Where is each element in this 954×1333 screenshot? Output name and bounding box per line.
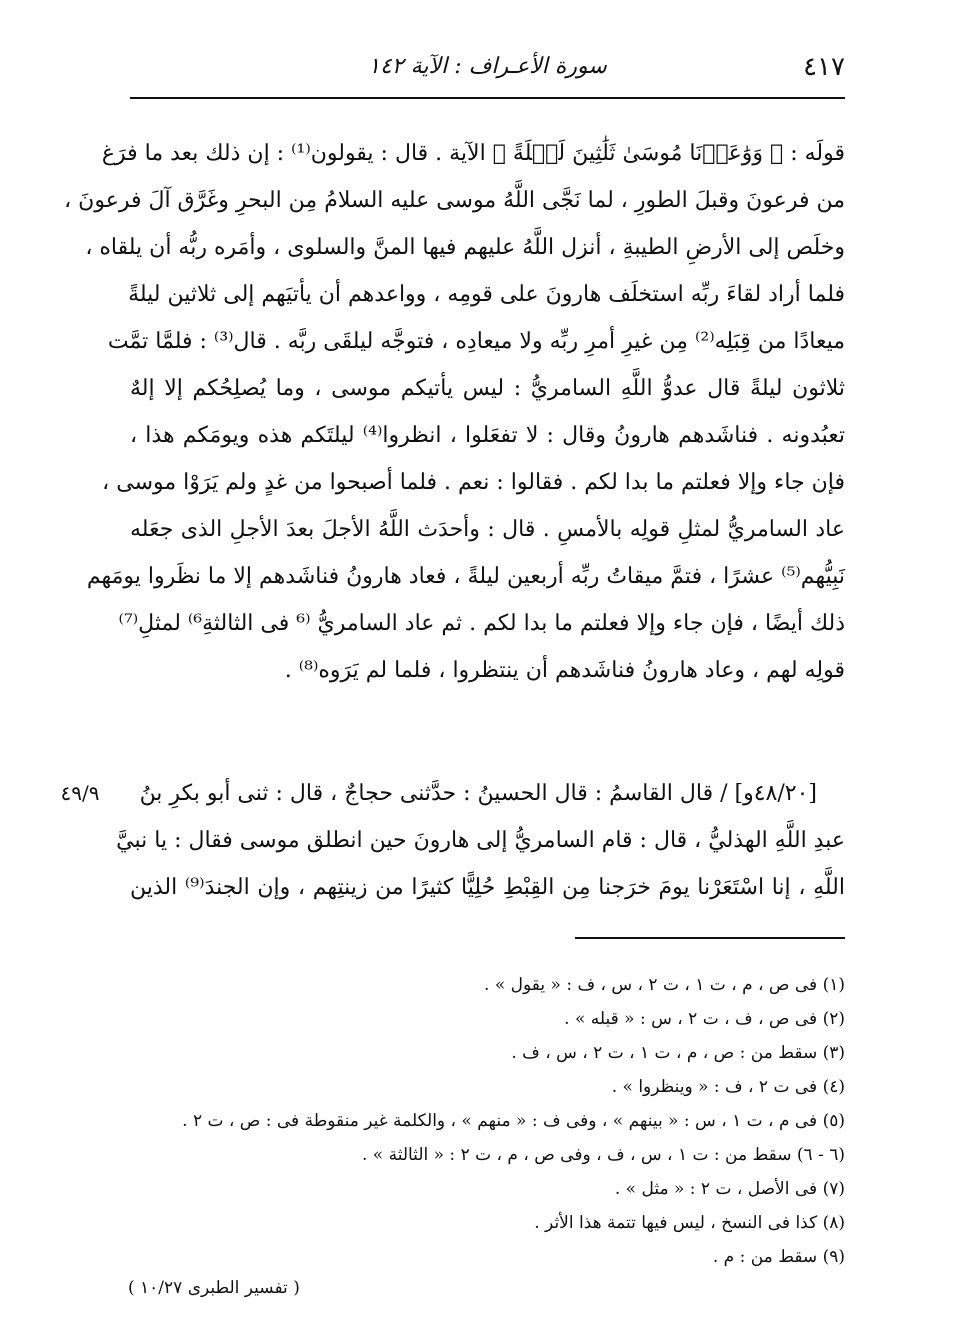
page-header <box>130 52 845 92</box>
footnote: (٧) فى الأصل ، ت ٢ : « مثل » . <box>614 1179 845 1199</box>
text-line: تعبُدونه . فناشَدهم هارونُ وقال : لا تفعَلوا ، انظروا⁽⁴⁾ ليلتَكم هذه ويومَكم هذا ، <box>130 423 845 448</box>
text-line: عبدِ اللَّهِ الهذليُّ ، قال : قام السامريُّ إلى هارونَ حين انطلق موسى فقال : يا نبيَّ <box>116 828 845 853</box>
text-line: عاد السامريُّ لمثلِ قولِه بالأمسِ . قال : وأحدَث اللَّهُ الأجلَ بعدَ الأجلِ الذى جعَله <box>130 517 845 542</box>
footnote: (٩) سقط من : م . <box>712 1247 845 1267</box>
main-paragraph <box>64 130 845 694</box>
text-line: اللَّهِ ، إنا اسْتَعَرْنا يومَ خرَجنا مِن القِبْطِ حُلِيًّا كثيرًا من زينتِهم ، وإن الجندَ⁽⁹⁾ الذين <box>130 875 845 900</box>
page-footer: ( تفسير الطبرى ١٠/٢٧ ) <box>128 1278 300 1298</box>
text-line: وخلَص إلى الأرضِ الطيبةِ ، أنزل اللَّهُ عليهم فيها المنَّ والسلوى ، وأمَره ربُّه أن يلقاه ، <box>85 235 845 260</box>
footnote-rule <box>575 937 845 939</box>
footnote: (٥) فى م ، ت ١ ، س : « بينهم » ، وفى ف : « منهم » ، والكلمة غير منقوطة فى : ص ، ت ٢ . <box>182 1111 845 1131</box>
text-line: من فرعونَ وقبلَ الطورِ ، لما نَجَّى اللَّهُ موسى عليه السلامُ مِن البحرِ وغَرَّق آلَ فرعونَ ، <box>64 188 845 213</box>
text-line: نَبِيُّهم⁽⁵⁾ عشرًا ، فتمَّ ميقاتُ ربِّه أربعين ليلةً ، فعاد هارونُ فناشَدهم إلا ما نظَروا يومَهم <box>86 564 845 589</box>
text-line: قولَه : ﴿ وَوَٰعَدۡنَا مُوسَىٰ ثَلَٰثِينَ لَيۡلَةً ﴾ الآية . قال : يقولون⁽¹⁾ : إن ذلك بعد ما فرَغ <box>101 141 845 166</box>
footnotes <box>130 968 845 1274</box>
footnote: (٣) سقط من : ص ، م ، ت ١ ، ت ٢ ، س ، ف . <box>511 1043 845 1063</box>
text-line: قولِه لهم ، وعاد هارونُ فناشَدهم أن ينتظروا ، فلما لم يَرَوه⁽⁸⁾ . <box>284 658 845 683</box>
second-paragraph <box>116 770 845 911</box>
footnote: (٦ - ٦) سقط من : ت ١ ، س ، ف ، وفى ص ، م ، ت ٢ : « الثالثة » . <box>361 1145 845 1165</box>
header-rule <box>130 97 845 99</box>
footnote: (٨) كذا فى النسخ ، ليس فيها تتمة هذا الأثر . <box>534 1213 845 1233</box>
text-line: ذلك أيضًا ، فإن جاء وإلا فعلتم ما بدا لكم . ثم عاد السامريُّ ⁽⁶ فى الثالثةِ⁶⁾ لمثلِ⁽⁷⁾ <box>118 611 845 636</box>
footnote: (٤) فى ت ٢ ، ف : « وينظروا » . <box>611 1077 845 1097</box>
margin-reference: ٤٩/٩ <box>60 781 100 805</box>
footnote: (٢) فى ص ، ف ، ت ٢ ، س : « قبله » . <box>564 1009 845 1029</box>
text-line: ميعادًا من قِبَلِه⁽²⁾ مِن غيرِ أمرِ ربِّه ولا ميعادِه ، فتوجَّه ليلقَى ربَّه . قال⁽³⁾ : فلمَّا تمَّت <box>107 329 845 354</box>
text-line: ثلاثون ليلةً قال عدوُّ اللَّهِ السامريُّ : ليس يأتيكم موسى ، وما يُصلِحُكم إلا إلهٌ <box>130 376 845 401</box>
text-line: فلما أراد لقاءَ ربِّه استخلَف هارونَ على قومِه ، وواعدهم أن يأتيَهم إلى ثلاثين ليلةً <box>128 282 845 307</box>
text-line: [٤٨/٢٠و] / قال القاسمُ : قال الحسينُ : حدَّثنى حجاجٌ ، قال : ثنى أبو بكرِ بنُ <box>139 781 817 806</box>
page-number: ٤١٧ <box>803 52 845 82</box>
text-line: فإن جاء وإلا فعلتم ما بدا لكم . فقالوا : نعم . فلما أصبحوا من غدٍ ولم يَرَوْا موسى ، <box>102 470 845 495</box>
running-title: سورة الأعـراف : الآية ١٤٢ <box>368 54 607 79</box>
footnote: (١) فى ص ، م ، ت ١ ، ت ٢ ، س ، ف : « يقول » . <box>484 975 845 995</box>
